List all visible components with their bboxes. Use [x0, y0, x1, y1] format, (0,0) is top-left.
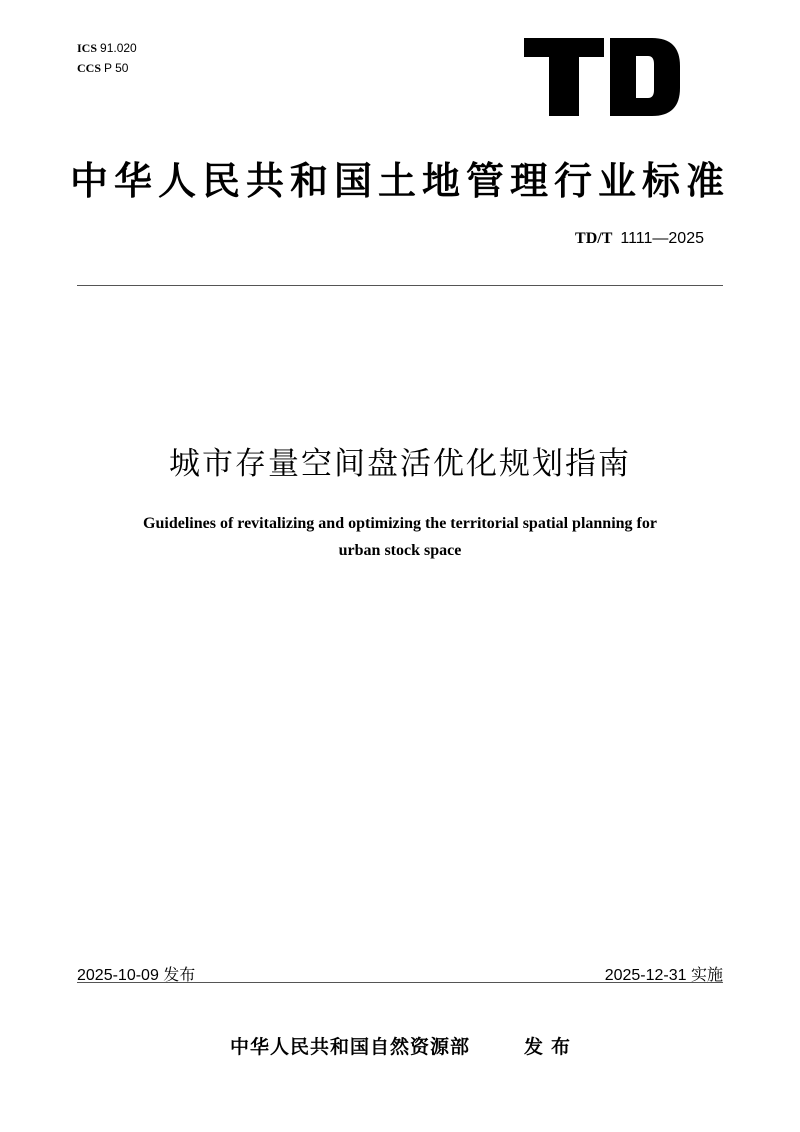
- ics-code: ICS 91.020: [77, 41, 137, 55]
- issuing-authority: 中华人民共和国自然资源部: [230, 1037, 471, 1058]
- implementation-date: 2025-12-31 实施: [604, 967, 723, 984]
- document-title-en-line2: urban stock space: [338, 542, 462, 559]
- classification-codes: [77, 38, 137, 78]
- issue-date: 2025-10-09 发布: [77, 967, 196, 984]
- document-title-en: [80, 510, 720, 564]
- standard-type-title: 中华人民共和国土地管理行业标准: [69, 161, 730, 203]
- standard-number: [575, 230, 704, 248]
- ccs-code: CCS P 50: [77, 61, 129, 75]
- standard-number-prefix: TD/T: [575, 230, 613, 247]
- document-title-en-line1: Guidelines of revitalizing and optimizing the territorial spatial planning for: [143, 515, 657, 532]
- document-title-cn: 城市存量空间盘活优化规划指南: [169, 446, 631, 481]
- footer-divider: [77, 982, 723, 983]
- issuing-action: 发布: [524, 1037, 579, 1058]
- header-divider: [77, 285, 723, 286]
- standard-number-value: 1111—2025: [620, 230, 704, 247]
- td-logo: [524, 38, 680, 116]
